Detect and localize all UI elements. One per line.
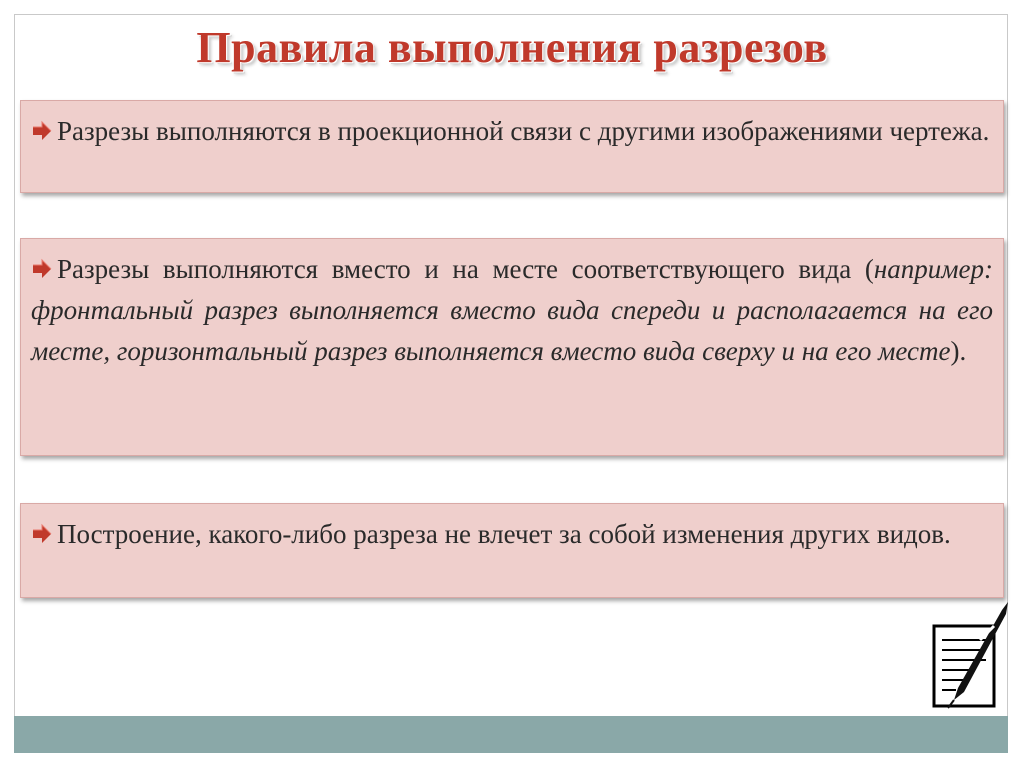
arrow-bullet-icon — [31, 523, 53, 545]
bottom-bar — [14, 716, 1008, 753]
page-title: Правила выполнения разрезов — [196, 23, 828, 72]
rule-box-1 — [20, 100, 1004, 193]
rule-text-2-end: ). — [950, 336, 967, 366]
pen-and-paper-icon — [924, 600, 1012, 712]
rule-text-3: Построение, какого-либо разреза не влечет за собой изменения других видов. — [57, 519, 951, 549]
rule-box-3 — [20, 503, 1004, 598]
arrow-bullet-icon — [31, 258, 53, 280]
rule-text-2-start: Разрезы выполняются вместо и на месте соответствующего вида ( — [57, 254, 874, 284]
rule-text-2-example: например: фронтальный разрез выполняется вместо вида спереди и располагается на его месте, горизонтальный разрез выполняется вместо вида сверху и на его месте — [31, 254, 993, 366]
rule-box-2 — [20, 238, 1004, 456]
rule-text-1: Разрезы выполняются в проекционной связи с другими изображениями чертежа. — [57, 116, 990, 146]
arrow-bullet-icon — [31, 120, 53, 142]
